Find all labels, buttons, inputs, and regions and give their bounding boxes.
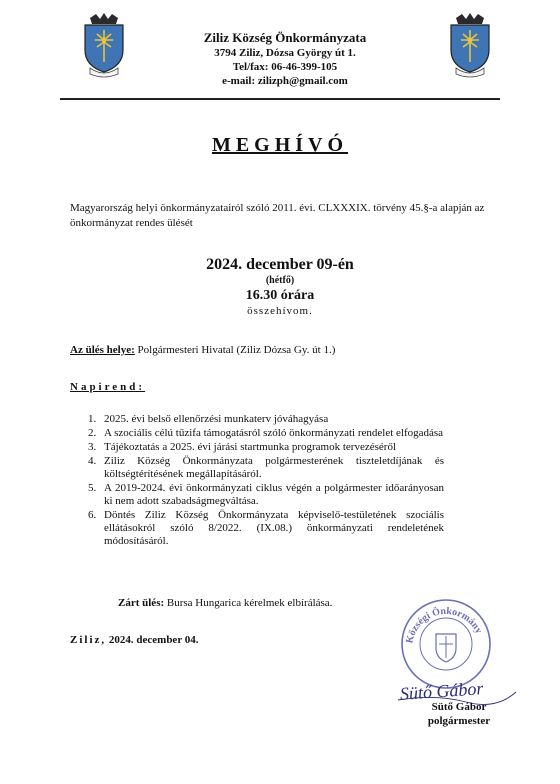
agenda-number: 3.	[88, 441, 97, 453]
list-item	[88, 455, 444, 481]
agenda-text: 2025. évi belső ellenőrzési munkaterv jóváhagyása	[104, 413, 329, 425]
agenda-text: Döntés Ziliz Község Önkormányzata képviselő-testületének szociális ellátásokról szóló 8/2022. (IX.08.) önkormányzati rendeletének módosításáról.	[104, 509, 444, 547]
place-and-date	[70, 634, 199, 646]
list-item	[88, 482, 444, 508]
meeting-date: 2024. december 09-én	[206, 256, 354, 273]
agenda-text: A szociális célú tűzifa támogatásról szóló önkormányzati rendelet elfogadása	[104, 427, 444, 439]
header-divider	[60, 98, 500, 100]
list-item	[88, 509, 444, 548]
meeting-day: (hétfő)	[265, 275, 295, 286]
org-address: 3794 Ziliz, Dózsa György út 1.	[214, 47, 356, 59]
agenda-list	[88, 413, 444, 549]
org-email: e-mail: zilizph@gmail.com	[222, 75, 348, 87]
agenda-number: 6.	[88, 509, 97, 521]
org-phone: Tel/fax: 06-46-399-105	[232, 61, 338, 73]
svg-text:Sütő Gábor: Sütő Gábor	[399, 678, 485, 704]
meeting-time: 16.30 órára	[245, 288, 315, 303]
letterhead	[150, 30, 420, 88]
meeting-call: összehívom.	[247, 305, 313, 317]
agenda-text: A 2019-2024. évi önkormányzati ciklus végén a polgármester időarányosan ki nem adott szabadságmegváltása.	[104, 482, 444, 507]
svg-text:Községi Önkormány: Községi Önkormány	[404, 605, 485, 645]
signer-role: polgármester	[427, 715, 491, 727]
closed-session-label: Zárt ülés:	[118, 597, 165, 609]
closed-session	[118, 597, 332, 609]
meeting-datetime	[0, 256, 560, 318]
coat-of-arms-icon	[448, 12, 492, 78]
meeting-venue	[70, 344, 335, 356]
agenda-number: 4.	[88, 455, 97, 467]
agenda-text: Ziliz Község Önkormányzata polgármesterének tiszteletdíjának és költségtérítésének megállapításáról.	[104, 455, 444, 480]
agenda-title: Napirend:	[70, 381, 146, 393]
agenda-number: 5.	[88, 482, 97, 494]
list-item	[88, 413, 444, 426]
closed-session-value: Bursa Hungarica kérelmek elbírálása.	[166, 597, 333, 609]
list-item	[88, 427, 444, 440]
venue-label: Az ülés helye:	[70, 344, 135, 356]
agenda-text: Tájékoztatás a 2025. évi járási startmunka programok tervezéséről	[104, 441, 396, 453]
list-item	[88, 441, 444, 454]
document-title: MEGHÍVÓ	[211, 134, 349, 156]
signer-name: Sütő Gábor	[431, 701, 487, 713]
issue-date: 2024. december 04.	[108, 634, 199, 646]
agenda-number: 2.	[88, 427, 97, 439]
venue-value: Polgármesteri Hivatal (Ziliz Dózsa Gy. út 1.)	[137, 344, 336, 356]
agenda-number: 1.	[88, 413, 97, 425]
org-name: Ziliz Község Önkormányzata	[203, 30, 367, 45]
coat-of-arms-icon	[82, 12, 126, 78]
place: Ziliz,	[70, 634, 107, 646]
signer-block	[404, 700, 514, 728]
intro-paragraph: Magyarország helyi önkormányzatairól szóló 2011. évi. CLXXXIX. törvény 45.§-a alapján az önkormányzat rendes ülését	[70, 202, 485, 229]
